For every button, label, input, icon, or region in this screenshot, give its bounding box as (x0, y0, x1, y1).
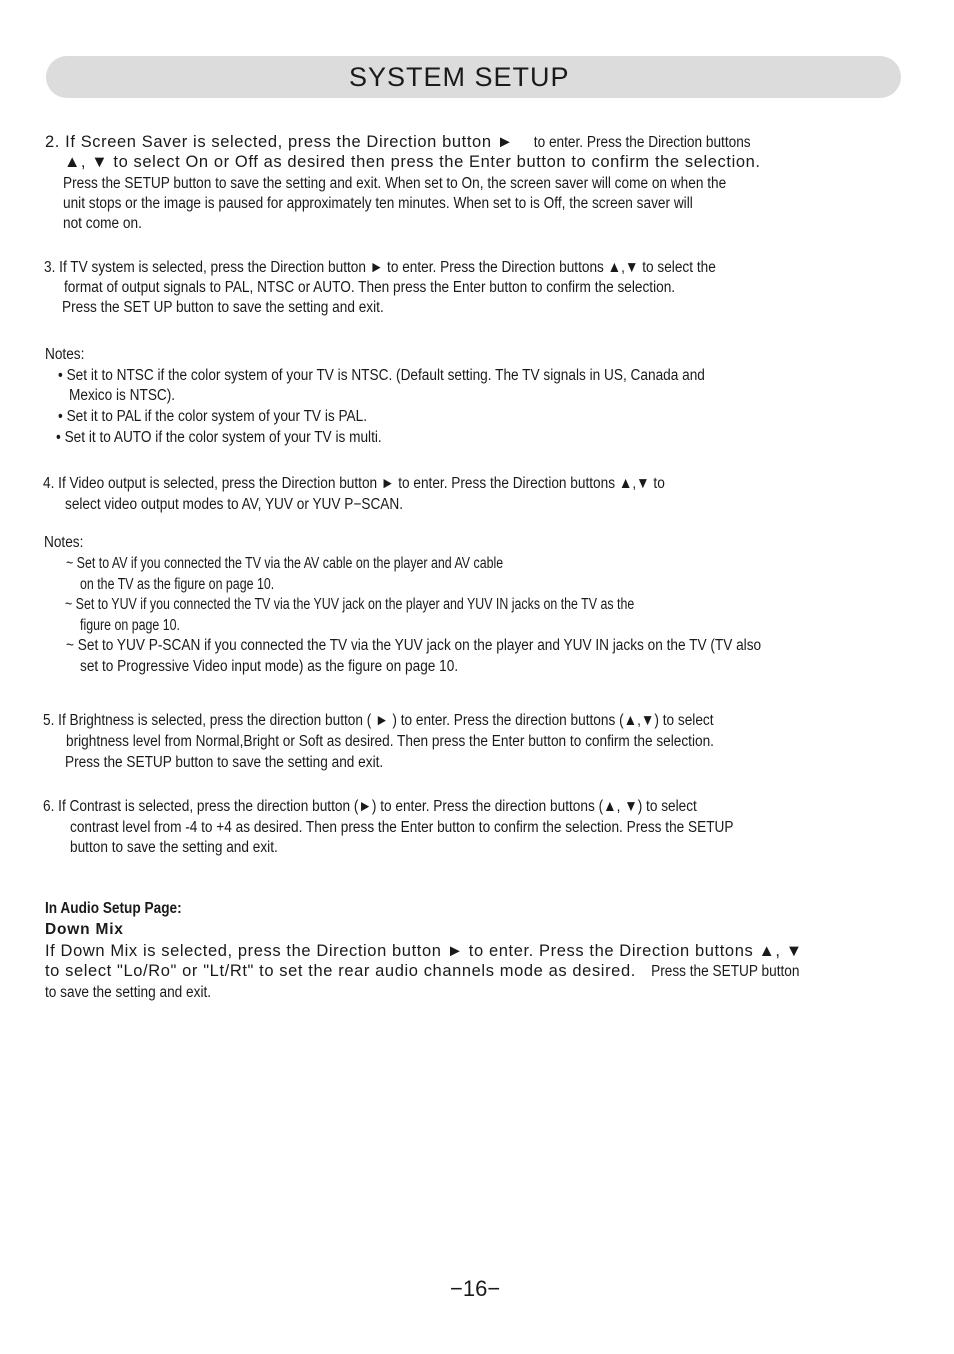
notes1-heading: Notes: (45, 346, 85, 363)
item5-line3: Press the SETUP button to save the setting and exit. (65, 754, 384, 771)
notes2-tip1a: ~ Set to AV if you connected the TV via the AV cable on the player and AV cable (66, 555, 504, 572)
item2-line2: ▲, ▼ to select On or Off as desired then press the Enter button to confirm the selection. (64, 153, 761, 171)
item2-line1-a: 2. If Screen Saver is selected, press the Direction button ► (45, 133, 514, 151)
item2-line1 (45, 132, 765, 153)
item3-line3: Press the SET UP button to save the setting and exit. (62, 299, 384, 316)
audio-line2-a: to select "Lo/Ro" or "Lt/Rt" to set the rear audio channels mode as desired. (45, 962, 636, 980)
item4-line2: select video output modes to AV, YUV or YUV P−SCAN. (65, 496, 404, 513)
item3-line2: format of output signals to PAL, NTSC or AUTO. Then press the Enter button to confirm the selection. (64, 279, 676, 296)
notes2-tip1b: on the TV as the figure on page 10. (80, 576, 275, 593)
audio-line3: to save the setting and exit. (45, 984, 212, 1001)
item2-line1-b: to enter. Press the Direction buttons (533, 134, 751, 151)
notes2-tip2a: ~ Set to YUV if you connected the TV via the YUV jack on the player and YUV IN jacks on the TV as the (65, 596, 635, 613)
item5-line1: 5. If Brightness is selected, press the direction button ( ► ) to enter. Press the direction buttons (▲,▼) to select (43, 712, 714, 729)
notes2-heading: Notes: (44, 534, 84, 551)
audio-line2 (45, 961, 810, 982)
item6-line2: contrast level from -4 to +4 as desired. Then press the Enter button to confirm the selection. Press the SETUP (70, 819, 734, 836)
notes2-tip3a: ~ Set to YUV P-SCAN if you connected the TV via the YUV jack on the player and YUV IN jacks on the TV (TV also (66, 637, 762, 654)
notes1-bullet1a: • Set it to NTSC if the color system of your TV is NTSC. (Default setting. The TV signals in US, Canada and (58, 367, 705, 384)
notes2-tip3b: set to Progressive Video input mode) as the figure on page 10. (80, 658, 459, 675)
audio-line2-b: Press the SETUP button (651, 963, 800, 980)
item4-line1: 4. If Video output is selected, press the Direction button ► to enter. Press the Direction buttons ▲,▼ to (43, 475, 665, 492)
notes1-bullet2: • Set it to PAL if the color system of your TV is PAL. (58, 408, 368, 425)
item5-line2: brightness level from Normal,Bright or Soft as desired. Then press the Enter button to confirm the selection. (66, 733, 714, 750)
audio-line1: If Down Mix is selected, press the Direction button ► to enter. Press the Direction buttons ▲, ▼ (45, 942, 803, 960)
audio-subheading: Down Mix (45, 921, 124, 938)
audio-heading: In Audio Setup Page: (45, 900, 182, 917)
item6-line3: button to save the setting and exit. (70, 839, 278, 856)
item3-line1: 3. If TV system is selected, press the Direction button ► to enter. Press the Direction buttons ▲,▼ to select the (44, 259, 716, 276)
item2-line3: Press the SETUP button to save the setting and exit. When set to On, the screen saver will come on when the (63, 175, 727, 192)
item2-line5: not come on. (63, 215, 142, 232)
item2-line4: unit stops or the image is paused for approximately ten minutes. When set to is Off, the screen saver will (63, 195, 693, 212)
notes2-tip2b: figure on page 10. (80, 617, 180, 634)
item6-line1: 6. If Contrast is selected, press the direction button (►) to enter. Press the direction buttons (▲, ▼) to select (43, 798, 697, 815)
notes1-bullet1b: Mexico is NTSC). (69, 387, 176, 404)
page-title: SYSTEM SETUP (349, 62, 570, 92)
page-number: −16− (450, 1276, 501, 1301)
notes1-bullet3: • Set it to AUTO if the color system of your TV is multi. (56, 429, 382, 446)
